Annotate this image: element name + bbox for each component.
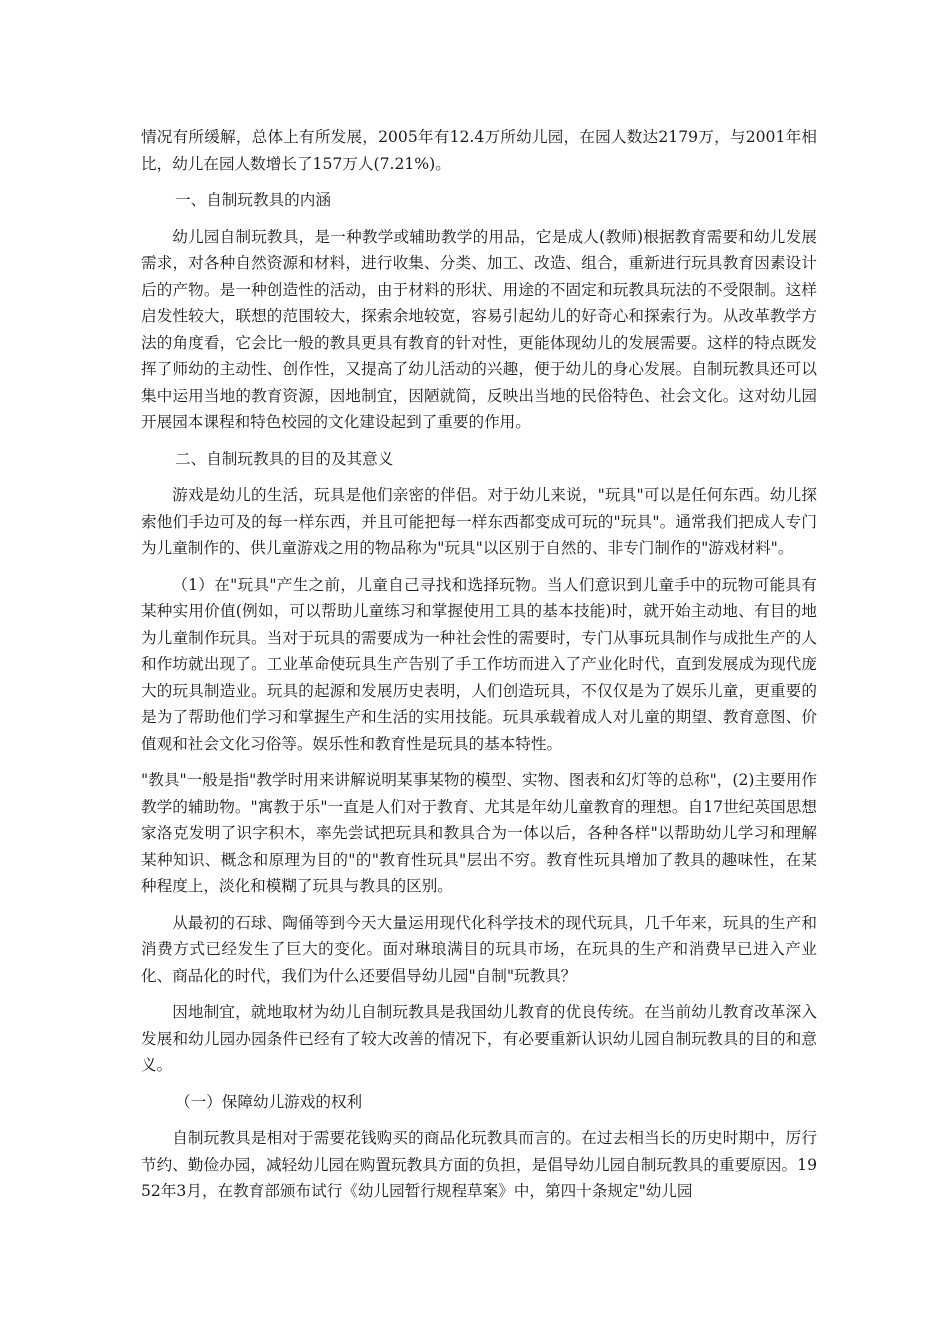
paragraph-continued: 情况有所缓解，总体上有所发展，2005年有12.4万所幼儿园，在园人数达2179万，与2001年相比，幼儿在园人数增长了157万人(7.21%)。 [141, 128, 817, 173]
paragraph: 从最初的石球、陶俑等到今天大量运用现代化科学技术的现代玩具，几千年来，玩具的生产和消费方式已经发生了巨大的变化。面对琳琅满目的玩具市场，在玩具的生产和消费早已进入产业化、商品化的时代，我们为什么还要倡导幼儿园"自制"玩教具？ [141, 913, 817, 985]
paragraph: （1）在"玩具"产生之前，儿童自己寻找和选择玩物。当人们意识到儿童手中的玩物可能具有某种实用价值(例如，可以帮助儿童练习和掌握使用工具的基本技能)时，就开始主动地、有目的地为儿童制作玩具。当对于玩具的需要成为一种社会性的需要时，专门从事玩具制作与成批生产的人和作坊就出现了。工业革命使玩具生产告别了手工作坊而进入了产业化时代，直到发展成为现代庞大的玩具制造业。玩具的起源和发展历史表明，人们创造玩具，不仅仅是为了娱乐儿童，更重要的是为了帮助他们学习和掌握生产和生活的实用技能。玩具承载着成人对儿童的期望、教育意图、价值观和社会文化习俗等。娱乐性和教育性是玩具的基本特性。 [141, 575, 817, 753]
paragraph: 幼儿园自制玩教具，是一种教学或辅助教学的用品，它是成人(教师)根据教育需要和幼儿发展需求，对各种自然资源和材料，进行收集、分类、加工、改造、组合，重新进行玩具教育因素设计后的产物。是一种创造性的活动，由于材料的形状、用途的不固定和玩教具玩法的不受限制。这样启发性较大，联想的范围较大，探索余地较宽，容易引起幼儿的好奇心和探索行为。从改革教学方法的角度看，它会比一般的教具更具有教育的针对性，更能体现幼儿的发展需要。这样的特点既发挥了师幼的主动性、创作性，又提高了幼儿活动的兴趣，便于幼儿的身心发展。自制玩教具还可以集中运用当地的教育资源，因地制宜，因陋就简，反映出当地的民俗特色、社会文化。这对幼儿园开展园本课程和特色校园的文化建设起到了重要的作用。 [141, 227, 817, 431]
section-heading-2: 二、自制玩教具的目的及其意义 [175, 449, 394, 468]
document-page [141, 124, 817, 1205]
paragraph: "教具"一般是指"教学时用来讲解说明某事某物的模型、实物、图表和幻灯等的总称"，(2)主要用作教学的辅助物。"寓教于乐"一直是人们对于教育、尤其是年幼儿童教育的理想。自17世纪英国思想家洛克发明了识字积木，率先尝试把玩具和教具合为一体以后，各种各样"以帮助幼儿学习和理解某种知识、概念和原理为目的"的"教育性玩具"层出不穷。教育性玩具增加了教具的趣味性，在某种程度上，淡化和模糊了玩具与教具的区别。 [141, 771, 817, 895]
paragraph: 自制玩教具是相对于需要花钱购买的商品化玩教具而言的。在过去相当长的历史时期中，厉行节约、勤俭办园，减轻幼儿园在购置玩教具方面的负担，是倡导幼儿园自制玩教具的重要原因。1952年3月，在教育部颁布试行《幼儿园暂行规程草案》中，第四十条规定"幼儿园 [141, 1129, 817, 1200]
section-heading-1: 一、自制玩教具的内涵 [175, 191, 331, 209]
paragraph: 因地制宜，就地取材为幼儿自制玩教具是我国幼儿教育的优良传统。在当前幼儿教育改革深入发展和幼儿园办园条件已经有了较大改善的情况下，有必要重新认识幼儿园自制玩教具的目的和意义。 [141, 1003, 817, 1074]
paragraph: 游戏是幼儿的生活，玩具是他们亲密的伴侣。对于幼儿来说，"玩具"可以是任何东西。幼儿探索他们手边可及的每一样东西，并且可能把每一样东西都变成可玩的"玩具"。通常我们把成人专门为儿童制作的、供儿童游戏之用的物品称为"玩具"以区别于自然的、非专门制作的"游戏材料"。 [141, 486, 817, 557]
subsection-heading-1: （一）保障幼儿游戏的权利 [175, 1092, 363, 1111]
